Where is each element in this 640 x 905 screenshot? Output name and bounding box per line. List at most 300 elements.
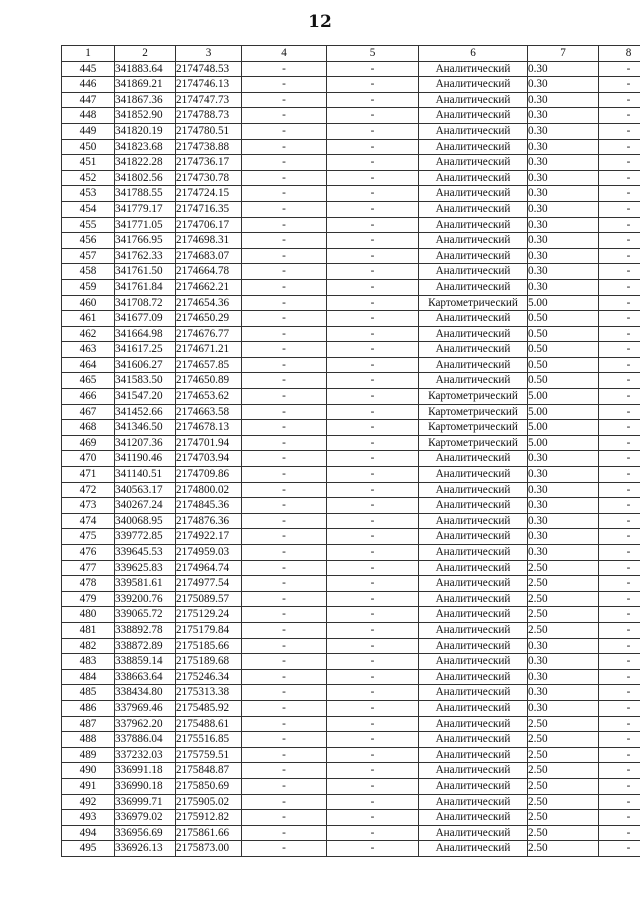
point-number-cell: 472 [62, 482, 115, 498]
point-number-cell: 455 [62, 217, 115, 233]
accuracy-cell: 2.50 [528, 763, 599, 779]
method-cell: Аналитический [419, 357, 528, 373]
x-coordinate-cell: 339645.53 [115, 545, 176, 561]
table-row [62, 357, 640, 373]
method-cell: Аналитический [419, 451, 528, 467]
col5-cell: - [327, 186, 419, 202]
method-cell: Картометрический [419, 295, 528, 311]
y-coordinate-cell: 2175313.38 [176, 685, 242, 701]
col5-cell: - [327, 404, 419, 420]
x-coordinate-cell: 339625.83 [115, 560, 176, 576]
col8-cell: - [599, 248, 640, 264]
accuracy-cell: 0.30 [528, 233, 599, 249]
point-number-cell: 467 [62, 404, 115, 420]
x-coordinate-cell: 341762.33 [115, 248, 176, 264]
col4-cell: - [242, 326, 327, 342]
col4-cell: - [242, 420, 327, 436]
col4-cell: - [242, 794, 327, 810]
accuracy-cell: 0.30 [528, 248, 599, 264]
col8-cell: - [599, 747, 640, 763]
col8-cell: - [599, 155, 640, 171]
method-cell: Аналитический [419, 233, 528, 249]
col4-cell: - [242, 389, 327, 405]
col4-cell: - [242, 155, 327, 171]
accuracy-cell: 0.30 [528, 139, 599, 155]
column-header: 7 [528, 46, 599, 62]
col8-cell: - [599, 342, 640, 358]
table-row [62, 825, 640, 841]
col4-cell: - [242, 186, 327, 202]
y-coordinate-cell: 2174653.62 [176, 389, 242, 405]
column-header: 2 [115, 46, 176, 62]
table-row [62, 201, 640, 217]
table-row [62, 108, 640, 124]
col8-cell: - [599, 607, 640, 623]
accuracy-cell: 2.50 [528, 607, 599, 623]
col4-cell: - [242, 77, 327, 93]
col4-cell: - [242, 123, 327, 139]
point-number-cell: 457 [62, 248, 115, 264]
method-cell: Аналитический [419, 342, 528, 358]
y-coordinate-cell: 2174650.29 [176, 311, 242, 327]
accuracy-cell: 2.50 [528, 825, 599, 841]
point-number-cell: 464 [62, 357, 115, 373]
point-number-cell: 463 [62, 342, 115, 358]
accuracy-cell: 2.50 [528, 747, 599, 763]
accuracy-cell: 0.30 [528, 92, 599, 108]
accuracy-cell: 2.50 [528, 794, 599, 810]
table-row [62, 545, 640, 561]
method-cell: Аналитический [419, 170, 528, 186]
accuracy-cell: 5.00 [528, 435, 599, 451]
table-row [62, 841, 640, 857]
x-coordinate-cell: 339065.72 [115, 607, 176, 623]
y-coordinate-cell: 2174663.58 [176, 404, 242, 420]
y-coordinate-cell: 2174724.15 [176, 186, 242, 202]
table-row [62, 248, 640, 264]
accuracy-cell: 0.50 [528, 373, 599, 389]
col8-cell: - [599, 326, 640, 342]
y-coordinate-cell: 2174747.73 [176, 92, 242, 108]
column-header: 1 [62, 46, 115, 62]
table-row [62, 482, 640, 498]
x-coordinate-cell: 340267.24 [115, 498, 176, 514]
accuracy-cell: 0.30 [528, 654, 599, 670]
x-coordinate-cell: 338872.89 [115, 638, 176, 654]
x-coordinate-cell: 339581.61 [115, 576, 176, 592]
accuracy-cell: 0.30 [528, 513, 599, 529]
table-row [62, 420, 640, 436]
x-coordinate-cell: 341140.51 [115, 467, 176, 483]
x-coordinate-cell: 341822.28 [115, 155, 176, 171]
col8-cell: - [599, 591, 640, 607]
method-cell: Аналитический [419, 155, 528, 171]
table-row [62, 61, 640, 77]
col5-cell: - [327, 732, 419, 748]
col4-cell: - [242, 435, 327, 451]
x-coordinate-cell: 336990.18 [115, 778, 176, 794]
accuracy-cell: 0.30 [528, 201, 599, 217]
point-number-cell: 469 [62, 435, 115, 451]
col5-cell: - [327, 201, 419, 217]
y-coordinate-cell: 2175516.85 [176, 732, 242, 748]
table-row [62, 186, 640, 202]
col5-cell: - [327, 685, 419, 701]
method-cell: Аналитический [419, 248, 528, 264]
table-row [62, 529, 640, 545]
y-coordinate-cell: 2174703.94 [176, 451, 242, 467]
method-cell: Аналитический [419, 217, 528, 233]
method-cell: Аналитический [419, 139, 528, 155]
y-coordinate-cell: 2174701.94 [176, 435, 242, 451]
y-coordinate-cell: 2175089.57 [176, 591, 242, 607]
col4-cell: - [242, 170, 327, 186]
point-number-cell: 456 [62, 233, 115, 249]
point-number-cell: 453 [62, 186, 115, 202]
col5-cell: - [327, 841, 419, 857]
col5-cell: - [327, 451, 419, 467]
x-coordinate-cell: 338859.14 [115, 654, 176, 670]
accuracy-cell: 0.30 [528, 77, 599, 93]
method-cell: Аналитический [419, 77, 528, 93]
y-coordinate-cell: 2174671.21 [176, 342, 242, 358]
col5-cell: - [327, 669, 419, 685]
x-coordinate-cell: 341583.50 [115, 373, 176, 389]
method-cell: Картометрический [419, 420, 528, 436]
y-coordinate-cell: 2174746.13 [176, 77, 242, 93]
col4-cell: - [242, 529, 327, 545]
point-number-cell: 458 [62, 264, 115, 280]
col8-cell: - [599, 498, 640, 514]
accuracy-cell: 5.00 [528, 420, 599, 436]
col4-cell: - [242, 669, 327, 685]
col4-cell: - [242, 295, 327, 311]
col4-cell: - [242, 841, 327, 857]
table-row [62, 264, 640, 280]
y-coordinate-cell: 2174738.88 [176, 139, 242, 155]
method-cell: Аналитический [419, 123, 528, 139]
point-number-cell: 476 [62, 545, 115, 561]
x-coordinate-cell: 341867.36 [115, 92, 176, 108]
col8-cell: - [599, 295, 640, 311]
accuracy-cell: 0.30 [528, 123, 599, 139]
col4-cell: - [242, 279, 327, 295]
col8-cell: - [599, 513, 640, 529]
col4-cell: - [242, 264, 327, 280]
accuracy-cell: 5.00 [528, 389, 599, 405]
col5-cell: - [327, 716, 419, 732]
table-row [62, 389, 640, 405]
y-coordinate-cell: 2174730.78 [176, 170, 242, 186]
accuracy-cell: 2.50 [528, 810, 599, 826]
point-number-cell: 485 [62, 685, 115, 701]
point-number-cell: 448 [62, 108, 115, 124]
y-coordinate-cell: 2174664.78 [176, 264, 242, 280]
x-coordinate-cell: 341823.68 [115, 139, 176, 155]
x-coordinate-cell: 337969.46 [115, 700, 176, 716]
method-cell: Аналитический [419, 794, 528, 810]
y-coordinate-cell: 2175488.61 [176, 716, 242, 732]
method-cell: Картометрический [419, 389, 528, 405]
table-row [62, 155, 640, 171]
x-coordinate-cell: 341617.25 [115, 342, 176, 358]
point-number-cell: 495 [62, 841, 115, 857]
col8-cell: - [599, 778, 640, 794]
col5-cell: - [327, 467, 419, 483]
point-number-cell: 488 [62, 732, 115, 748]
accuracy-cell: 0.30 [528, 685, 599, 701]
method-cell: Аналитический [419, 467, 528, 483]
col5-cell: - [327, 763, 419, 779]
col5-cell: - [327, 420, 419, 436]
col5-cell: - [327, 170, 419, 186]
col5-cell: - [327, 747, 419, 763]
x-coordinate-cell: 339200.76 [115, 591, 176, 607]
col8-cell: - [599, 451, 640, 467]
y-coordinate-cell: 2175850.69 [176, 778, 242, 794]
x-coordinate-cell: 338663.64 [115, 669, 176, 685]
col4-cell: - [242, 560, 327, 576]
y-coordinate-cell: 2174845.36 [176, 498, 242, 514]
point-number-cell: 480 [62, 607, 115, 623]
y-coordinate-cell: 2174716.35 [176, 201, 242, 217]
method-cell: Аналитический [419, 311, 528, 327]
col5-cell: - [327, 139, 419, 155]
x-coordinate-cell: 341664.98 [115, 326, 176, 342]
table-row [62, 591, 640, 607]
y-coordinate-cell: 2175485.92 [176, 700, 242, 716]
point-number-cell: 447 [62, 92, 115, 108]
table-row [62, 654, 640, 670]
table-row [62, 170, 640, 186]
method-cell: Аналитический [419, 716, 528, 732]
col8-cell: - [599, 139, 640, 155]
x-coordinate-cell: 341346.50 [115, 420, 176, 436]
table-row [62, 279, 640, 295]
method-cell: Аналитический [419, 61, 528, 77]
col8-cell: - [599, 186, 640, 202]
col5-cell: - [327, 108, 419, 124]
table-row [62, 295, 640, 311]
col8-cell: - [599, 560, 640, 576]
col5-cell: - [327, 435, 419, 451]
x-coordinate-cell: 336956.69 [115, 825, 176, 841]
accuracy-cell: 2.50 [528, 778, 599, 794]
table-row [62, 560, 640, 576]
col4-cell: - [242, 404, 327, 420]
col5-cell: - [327, 482, 419, 498]
page-number: 12 [308, 12, 332, 32]
col5-cell: - [327, 389, 419, 405]
point-number-cell: 446 [62, 77, 115, 93]
col4-cell: - [242, 747, 327, 763]
col5-cell: - [327, 560, 419, 576]
col8-cell: - [599, 217, 640, 233]
col8-cell: - [599, 108, 640, 124]
y-coordinate-cell: 2174736.17 [176, 155, 242, 171]
col5-cell: - [327, 248, 419, 264]
method-cell: Аналитический [419, 264, 528, 280]
col8-cell: - [599, 669, 640, 685]
col8-cell: - [599, 841, 640, 857]
col8-cell: - [599, 233, 640, 249]
y-coordinate-cell: 2174676.77 [176, 326, 242, 342]
point-number-cell: 450 [62, 139, 115, 155]
point-number-cell: 491 [62, 778, 115, 794]
y-coordinate-cell: 2174698.31 [176, 233, 242, 249]
accuracy-cell: 0.30 [528, 669, 599, 685]
method-cell: Аналитический [419, 373, 528, 389]
method-cell: Аналитический [419, 186, 528, 202]
col8-cell: - [599, 685, 640, 701]
col4-cell: - [242, 622, 327, 638]
table-row [62, 810, 640, 826]
col8-cell: - [599, 732, 640, 748]
x-coordinate-cell: 341452.66 [115, 404, 176, 420]
col5-cell: - [327, 77, 419, 93]
y-coordinate-cell: 2175129.24 [176, 607, 242, 623]
accuracy-cell: 2.50 [528, 576, 599, 592]
col5-cell: - [327, 591, 419, 607]
point-number-cell: 474 [62, 513, 115, 529]
col4-cell: - [242, 357, 327, 373]
y-coordinate-cell: 2175905.02 [176, 794, 242, 810]
col4-cell: - [242, 716, 327, 732]
accuracy-cell: 2.50 [528, 591, 599, 607]
col8-cell: - [599, 545, 640, 561]
col8-cell: - [599, 77, 640, 93]
table-row [62, 685, 640, 701]
point-number-cell: 484 [62, 669, 115, 685]
y-coordinate-cell: 2174922.17 [176, 529, 242, 545]
x-coordinate-cell: 341190.46 [115, 451, 176, 467]
column-header: 5 [327, 46, 419, 62]
x-coordinate-cell: 341820.19 [115, 123, 176, 139]
method-cell: Аналитический [419, 685, 528, 701]
point-number-cell: 490 [62, 763, 115, 779]
col8-cell: - [599, 467, 640, 483]
method-cell: Аналитический [419, 279, 528, 295]
point-number-cell: 468 [62, 420, 115, 436]
accuracy-cell: 0.30 [528, 170, 599, 186]
accuracy-cell: 0.30 [528, 108, 599, 124]
accuracy-cell: 0.30 [528, 186, 599, 202]
point-number-cell: 493 [62, 810, 115, 826]
col5-cell: - [327, 279, 419, 295]
col8-cell: - [599, 482, 640, 498]
table-row [62, 342, 640, 358]
table-header-row [62, 46, 640, 62]
col8-cell: - [599, 373, 640, 389]
table-row [62, 638, 640, 654]
col4-cell: - [242, 685, 327, 701]
col4-cell: - [242, 373, 327, 389]
table-row [62, 513, 640, 529]
y-coordinate-cell: 2175873.00 [176, 841, 242, 857]
point-number-cell: 479 [62, 591, 115, 607]
col4-cell: - [242, 778, 327, 794]
accuracy-cell: 2.50 [528, 732, 599, 748]
col5-cell: - [327, 357, 419, 373]
x-coordinate-cell: 341606.27 [115, 357, 176, 373]
x-coordinate-cell: 341207.36 [115, 435, 176, 451]
method-cell: Аналитический [419, 326, 528, 342]
point-number-cell: 452 [62, 170, 115, 186]
table-row [62, 77, 640, 93]
y-coordinate-cell: 2175759.51 [176, 747, 242, 763]
accuracy-cell: 0.50 [528, 357, 599, 373]
x-coordinate-cell: 339772.85 [115, 529, 176, 545]
method-cell: Аналитический [419, 654, 528, 670]
accuracy-cell: 2.50 [528, 560, 599, 576]
col5-cell: - [327, 61, 419, 77]
accuracy-cell: 5.00 [528, 295, 599, 311]
y-coordinate-cell: 2174800.02 [176, 482, 242, 498]
table-body [62, 61, 640, 856]
table-row [62, 622, 640, 638]
table-row [62, 763, 640, 779]
col4-cell: - [242, 248, 327, 264]
column-header: 4 [242, 46, 327, 62]
accuracy-cell: 0.30 [528, 264, 599, 280]
method-cell: Аналитический [419, 108, 528, 124]
point-number-cell: 473 [62, 498, 115, 514]
x-coordinate-cell: 340563.17 [115, 482, 176, 498]
table-row [62, 311, 640, 327]
point-number-cell: 465 [62, 373, 115, 389]
col4-cell: - [242, 638, 327, 654]
col5-cell: - [327, 622, 419, 638]
point-number-cell: 481 [62, 622, 115, 638]
y-coordinate-cell: 2175185.66 [176, 638, 242, 654]
method-cell: Аналитический [419, 545, 528, 561]
column-header: 8 [599, 46, 640, 62]
method-cell: Аналитический [419, 591, 528, 607]
accuracy-cell: 2.50 [528, 716, 599, 732]
method-cell: Картометрический [419, 435, 528, 451]
table-row [62, 716, 640, 732]
method-cell: Аналитический [419, 482, 528, 498]
accuracy-cell: 0.30 [528, 279, 599, 295]
col5-cell: - [327, 607, 419, 623]
method-cell: Аналитический [419, 607, 528, 623]
col4-cell: - [242, 498, 327, 514]
point-number-cell: 486 [62, 700, 115, 716]
col5-cell: - [327, 295, 419, 311]
y-coordinate-cell: 2174964.74 [176, 560, 242, 576]
point-number-cell: 483 [62, 654, 115, 670]
col8-cell: - [599, 201, 640, 217]
col5-cell: - [327, 513, 419, 529]
x-coordinate-cell: 338892.78 [115, 622, 176, 638]
accuracy-cell: 5.00 [528, 404, 599, 420]
col5-cell: - [327, 373, 419, 389]
y-coordinate-cell: 2175246.34 [176, 669, 242, 685]
y-coordinate-cell: 2174662.21 [176, 279, 242, 295]
table-row [62, 404, 640, 420]
accuracy-cell: 0.30 [528, 467, 599, 483]
y-coordinate-cell: 2174678.13 [176, 420, 242, 436]
col8-cell: - [599, 576, 640, 592]
table-row [62, 217, 640, 233]
y-coordinate-cell: 2174788.73 [176, 108, 242, 124]
col5-cell: - [327, 700, 419, 716]
col8-cell: - [599, 763, 640, 779]
x-coordinate-cell: 337232.03 [115, 747, 176, 763]
method-cell: Аналитический [419, 92, 528, 108]
x-coordinate-cell: 341766.95 [115, 233, 176, 249]
point-number-cell: 492 [62, 794, 115, 810]
